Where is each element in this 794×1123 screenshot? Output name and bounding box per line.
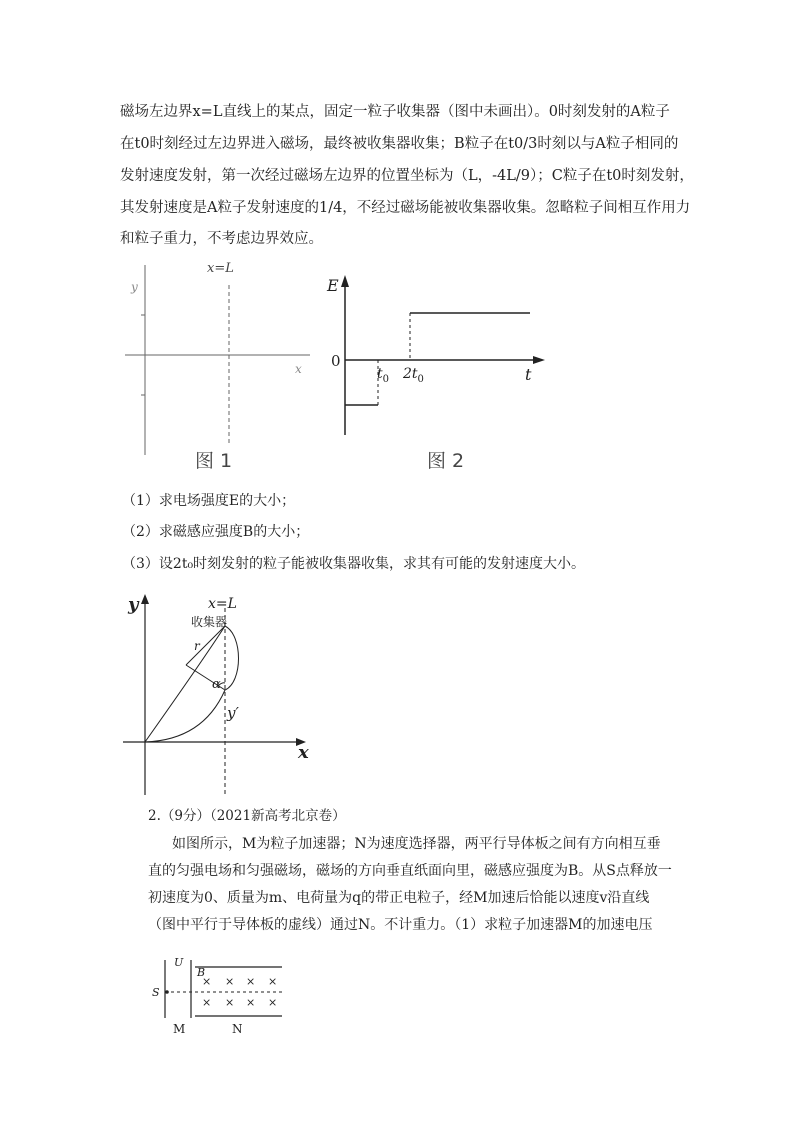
problem-2-heading: 2.（9分）（2021新高考北京卷） bbox=[148, 808, 346, 824]
figure-2 bbox=[315, 265, 550, 475]
fig4-M-label: M bbox=[173, 1022, 186, 1036]
question-2: （2）求磁感应强度B的大小； bbox=[122, 524, 310, 540]
fig3-yprime-label: y′ bbox=[227, 704, 239, 722]
fig2-E-label: E bbox=[327, 276, 339, 295]
fig2-t-label: t bbox=[525, 365, 532, 384]
fig4-cross: × bbox=[246, 996, 256, 1009]
figure-4-apparatus bbox=[145, 950, 295, 1040]
intro-line: 发射速度发射，第一次经过磁场左边界的位置坐标为（L，-4L/9）；C粒子在t0时刻发射， bbox=[120, 168, 694, 184]
intro-line: 和粒子重力，不考虑边界效应。 bbox=[120, 231, 323, 247]
intro-line: 磁场左边界x=L直线上的某点，固定一粒子收集器（图中未画出）。0时刻发射的A粒子 bbox=[120, 104, 670, 120]
problem-2-line: （图中平行于导体板的虚线）通过N。不计重力。（1）求粒子加速器M的加速电压 bbox=[148, 917, 653, 933]
fig1-x-axis-label: x bbox=[295, 362, 302, 376]
fig4-S-label: S bbox=[152, 986, 160, 999]
fig2-origin-label: 0 bbox=[331, 352, 341, 370]
fig2-2t0-label: $2t_0$ bbox=[403, 366, 424, 385]
question-1: （1）求电场强度E的大小； bbox=[122, 493, 296, 509]
problem-2-line: 直的匀强电场和匀强磁场，磁场的方向垂直纸面向里，磁感应强度为B。从S点释放一 bbox=[148, 863, 672, 879]
fig4-cross: × bbox=[268, 996, 278, 1009]
question-3: （3）设2t₀时刻发射的粒子能被收集器收集，求其有可能的发射速度大小。 bbox=[122, 556, 586, 572]
figure-3-solution-diagram bbox=[118, 590, 318, 800]
fig4-U-label: U bbox=[174, 956, 184, 969]
problem-2-line: 如图所示，M为粒子加速器；N为速度选择器，两平行导体板之间有方向相互垂 bbox=[172, 836, 661, 852]
fig3-x-L-label: x=L bbox=[208, 596, 237, 612]
fig4-cross: × bbox=[202, 996, 212, 1009]
fig3-y-axis-label: y bbox=[128, 594, 139, 615]
fig4-cross: × bbox=[225, 975, 235, 988]
fig3-collector-label: 收集器 bbox=[191, 615, 228, 629]
fig4-N-label: N bbox=[232, 1022, 243, 1036]
fig4-cross: × bbox=[202, 975, 212, 988]
fig3-x-axis-label: x bbox=[298, 742, 309, 763]
fig4-cross: × bbox=[246, 975, 256, 988]
figure-1 bbox=[115, 255, 320, 475]
problem-2-line: 初速度为0、质量为m、电荷量为q的带正电粒子，经M加速后恰能以速度v沿直线 bbox=[148, 890, 650, 906]
fig4-cross: × bbox=[268, 975, 278, 988]
fig3-r-label: r bbox=[194, 639, 200, 653]
fig4-B-label: B bbox=[197, 966, 206, 979]
fig3-alpha-label: α bbox=[212, 677, 221, 692]
fig1-x-L-label: x=L bbox=[207, 261, 234, 276]
intro-line: 在t0时刻经过左边界进入磁场，最终被收集器收集；B粒子在t0/3时刻以与A粒子相同的 bbox=[120, 136, 679, 152]
fig2-t0-label: $t_0$ bbox=[377, 366, 390, 385]
fig1-y-axis-label: y bbox=[131, 280, 138, 294]
fig2-caption: 图 2 bbox=[427, 450, 465, 472]
intro-line: 其发射速度是A粒子发射速度的1/4，不经过磁场能被收集器收集。忽略粒子间相互作用力 bbox=[120, 200, 691, 216]
fig1-caption: 图 1 bbox=[195, 450, 233, 472]
fig4-cross: × bbox=[225, 996, 235, 1009]
